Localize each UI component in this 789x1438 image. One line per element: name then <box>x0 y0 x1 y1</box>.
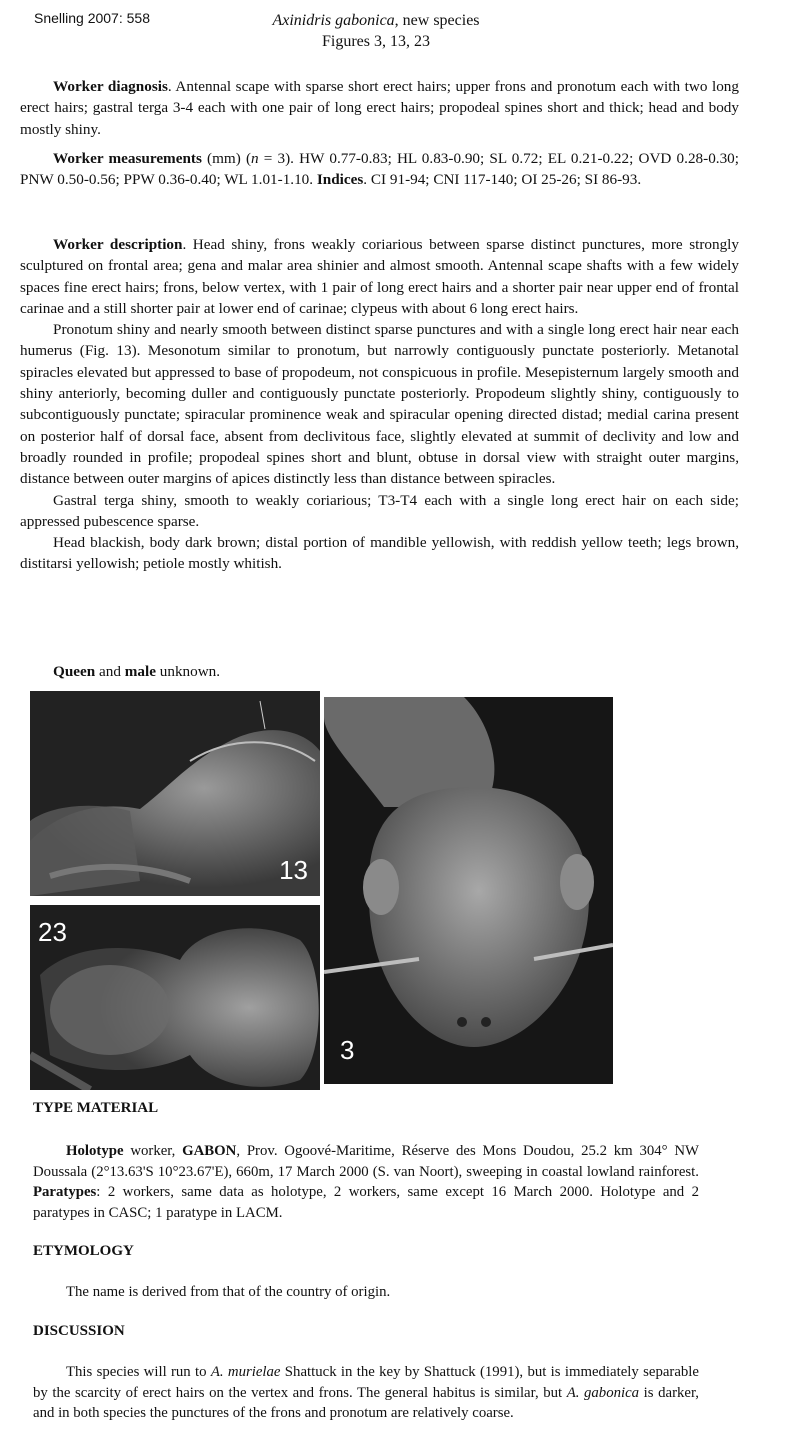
type-locality: , Prov. Ogoové-Maritime, Réserve des Mons Doudou, 25.2 km 304° NW Doussala (2°13.63'S 10°23.67'E), 660m, 17 March 2000 (S. van Noort), sweeping in coastal lowland rainforest. <box>33 1143 699 1180</box>
figure-3-image <box>324 697 613 1084</box>
sample-size-symbol: n <box>251 150 259 167</box>
discussion-post: is darker, and in both species the punctures of the frons and pronotum are relatively coarse. <box>33 1384 699 1421</box>
diagnosis-text: . Antennal scape with sparse short erect hairs; upper frons and pronotum each with two long erect hairs; gastral terga 3-4 each with one pair of long erect hairs; propodeal spines short and thick; head and body mostly shiny. <box>20 78 739 138</box>
species-title <box>150 10 602 31</box>
worker-diagnosis <box>20 76 739 140</box>
description-label: Worker description <box>53 236 183 253</box>
discussion-mid: Shattuck in the key by Shattuck (1991), but is immediately separable by the scarcity of erect hairs on the vertex and frons. The general habitus is similar, but <box>33 1364 699 1401</box>
discussion-species-2: A. gabonica <box>566 1384 640 1401</box>
measurements-pre: (mm) ( <box>201 150 252 167</box>
species-name: Axinidris gabonica <box>272 12 395 29</box>
paratypes-label: Paratypes <box>33 1184 97 1200</box>
unknown-and: and <box>95 663 125 680</box>
figure-3-svg <box>324 697 613 1084</box>
citation: Snelling 2007: 558 <box>34 10 150 26</box>
etymology-text <box>33 1282 699 1303</box>
castes-unknown <box>20 661 739 682</box>
etymology-paragraph: The name is derived from that of the country of origin. <box>66 1284 391 1300</box>
measurements-label: Worker measurements <box>53 150 202 167</box>
unknown-rest: unknown. <box>155 663 221 680</box>
species-title-block <box>150 10 602 52</box>
description-head: . Head shiny, frons weakly coriarious between sparse distinct punctures, more strongly sculptured on frontal area; gena and malar area shinier and almost smooth. Antennal scape shafts with a few widely spaces fine erect hairs; frons, below vertex, with 1 pair of long erect hairs and a shorter pair near upper end of frontal carinae and a still shorter pair at lower end of carinae; clypeus with about 6 long erect hairs. <box>20 236 739 317</box>
worker-description <box>20 234 739 575</box>
discussion-text <box>33 1362 699 1424</box>
discussion-pre: This species will run to <box>66 1364 211 1380</box>
figure-23-svg <box>30 905 320 1090</box>
type-material-text <box>33 1141 699 1223</box>
description-mesosoma: Pronotum shiny and nearly smooth between distinct sparse punctures and with a single long erect hair near each humerus (Fig. 13). Mesonotum similar to pronotum, but narrowly contiguously punctate posteriorly. Metanotal spiracles elevated but appressed to base of propodeum, not conspicuous in profile. Mesepisternum largely smooth and shiny anteriorly, becoming duller and contiguously punctate posteriorly. Propodeum slightly shiny, contiguously to subcontiguously punctate; spiracular prominence weak and spiracular opening directed distad; medial carina present on posterior half of dorsal face, absent from declivitous face, slightly elevated at summit of declivity and low and broadly rounded in profile; propodeal spines short and blunt, obtuse in dorsal view with straight outer margins, distance between outer margins of apices distinctly less than distance between spiracles. <box>20 321 739 488</box>
discussion-species-1: A. murielae <box>210 1364 281 1380</box>
diagnosis-label: Worker diagnosis <box>53 78 168 95</box>
paratypes-text: : 2 workers, same data as holotype, 2 workers, same except 16 March 2000. Holotype and 2 paratypes in CASC; 1 paratype in LACM. <box>33 1184 699 1221</box>
queen-label: Queen <box>53 663 96 680</box>
figure-23-image <box>30 905 320 1090</box>
worker-measurements <box>20 148 739 191</box>
holotype-text: worker, <box>123 1143 183 1159</box>
species-status: , new species <box>394 12 480 29</box>
figure-reference: Figures 3, 13, 23 <box>322 33 430 50</box>
holotype-label: Holotype <box>66 1143 124 1159</box>
measurements-values: = 3). HW 0.77-0.83; HL 0.83-0.90; SL 0.72; EL 0.21-0.22; OVD 0.28-0.30; PNW 0.50-0.56; PPW 0.36-0.40; WL 1.01-1.10. <box>20 150 739 189</box>
male-label: male <box>124 663 156 680</box>
discussion-heading: DISCUSSION <box>33 1323 125 1339</box>
figure-13-svg <box>30 691 320 896</box>
type-country: GABON <box>182 1143 237 1159</box>
figure-13-image <box>30 691 320 896</box>
figure-13-label: 13 <box>279 855 308 885</box>
description-color: Head blackish, body dark brown; distal portion of mandible yellowish, with reddish yellow teeth; legs brown, distitarsi yellowish; petiole mostly whitish. <box>20 534 739 573</box>
description-gaster: Gastral terga shiny, smooth to weakly coriarious; T3-T4 each with a single long erect hair on each side; appressed pubescence sparse. <box>20 491 739 530</box>
etymology-heading: ETYMOLOGY <box>33 1243 134 1259</box>
indices-values: . CI 91-94; CNI 117-140; OI 25-26; SI 86-93. <box>363 171 642 189</box>
figure-3-label: 3 <box>340 1035 355 1065</box>
indices-label: Indices <box>316 171 364 189</box>
figure-23-label: 23 <box>38 917 67 947</box>
type-material-heading: TYPE MATERIAL <box>33 1100 159 1116</box>
